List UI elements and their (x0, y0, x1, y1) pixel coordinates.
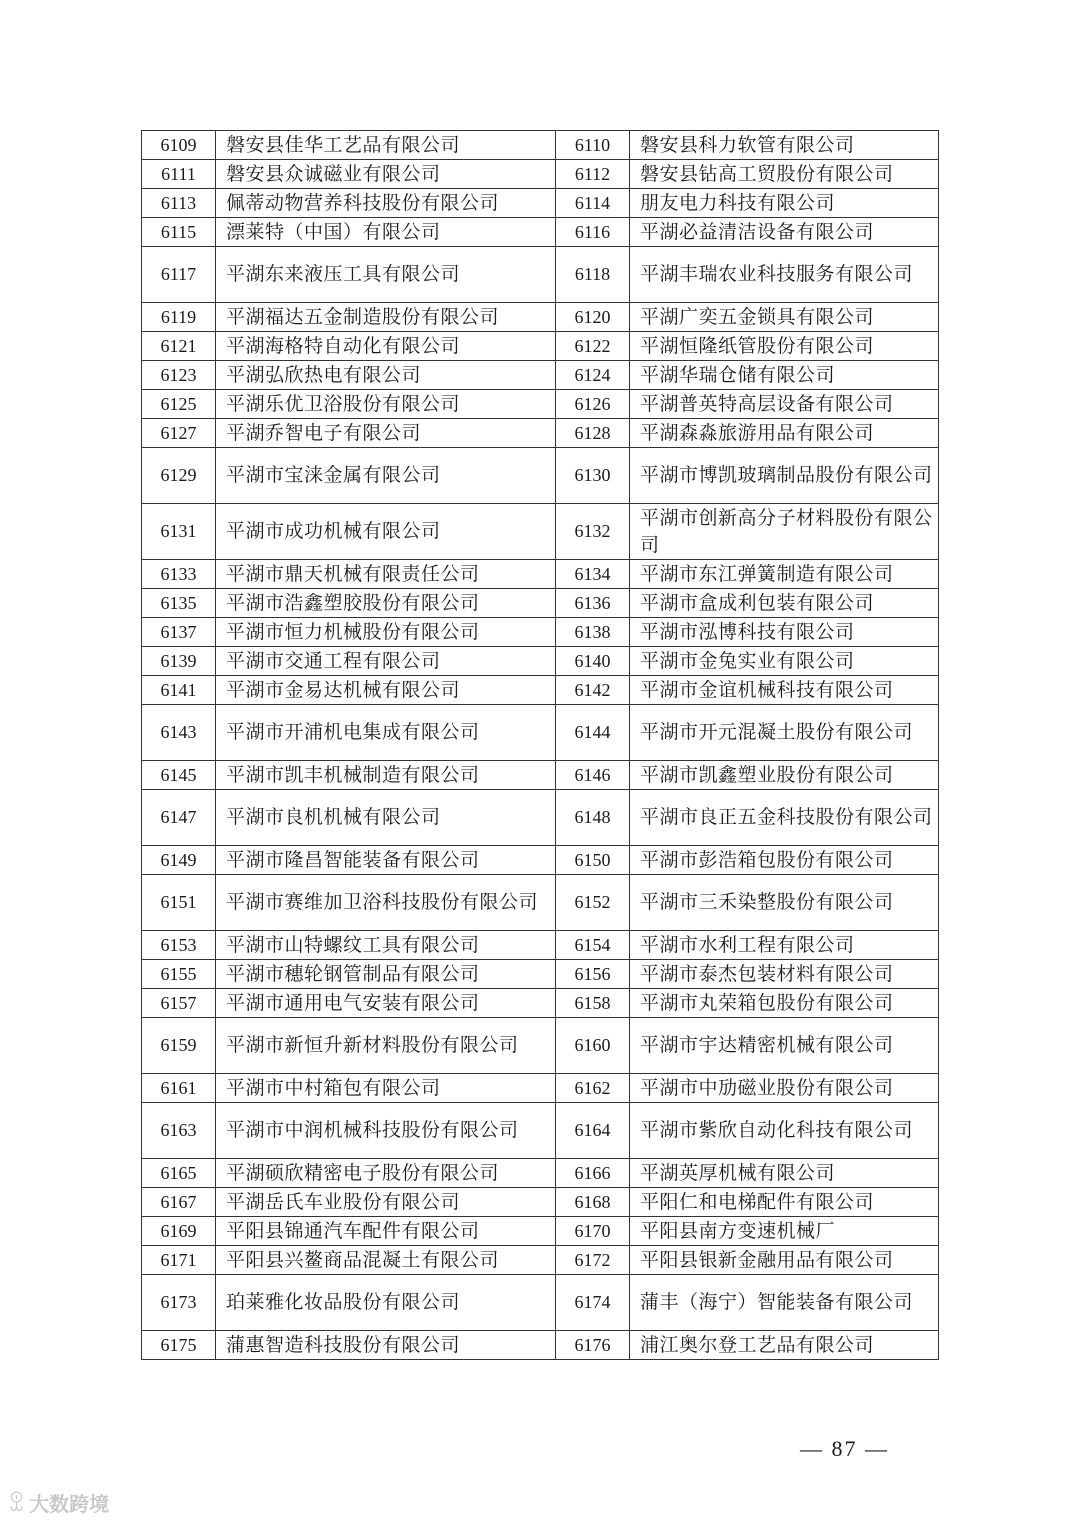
company-name: 平湖市开浦机电集成有限公司 (216, 705, 556, 761)
entry-number: 6176 (556, 1331, 630, 1360)
company-name: 平湖市赛维加卫浴科技股份有限公司 (216, 875, 556, 931)
company-name: 平阳仁和电梯配件有限公司 (630, 1188, 939, 1217)
entry-number: 6160 (556, 1018, 630, 1074)
entry-number: 6133 (142, 560, 216, 589)
company-name: 平湖市中村箱包有限公司 (216, 1074, 556, 1103)
table-row (142, 131, 939, 160)
company-name: 平阳县银新金融用品有限公司 (630, 1246, 939, 1275)
company-name: 磐安县科力软管有限公司 (630, 131, 939, 160)
entry-number: 6147 (142, 790, 216, 846)
entry-number: 6173 (142, 1275, 216, 1331)
company-name: 平湖市成功机械有限公司 (216, 504, 556, 560)
company-name: 浦江奥尔登工艺品有限公司 (630, 1331, 939, 1360)
watermark-text: 大数跨境 (29, 1492, 110, 1516)
table-row (142, 875, 939, 931)
company-name: 平湖森淼旅游用品有限公司 (630, 419, 939, 448)
company-name: 平湖市穗轮钢管制品有限公司 (216, 960, 556, 989)
table-row (142, 419, 939, 448)
table-row (142, 303, 939, 332)
entry-number: 6130 (556, 448, 630, 504)
entry-number: 6158 (556, 989, 630, 1018)
entry-number: 6171 (142, 1246, 216, 1275)
entry-number: 6153 (142, 931, 216, 960)
company-name: 佩蒂动物营养科技股份有限公司 (216, 189, 556, 218)
entry-number: 6149 (142, 846, 216, 875)
table-row (142, 1275, 939, 1331)
entry-number: 6115 (142, 218, 216, 247)
company-name: 蒲丰（海宁）智能装备有限公司 (630, 1275, 939, 1331)
entry-number: 6166 (556, 1159, 630, 1188)
company-name: 磐安县佳华工艺品有限公司 (216, 131, 556, 160)
company-name: 平湖市盒成利包装有限公司 (630, 589, 939, 618)
entry-number: 6134 (556, 560, 630, 589)
entry-number: 6135 (142, 589, 216, 618)
company-name: 平湖市宇达精密机械有限公司 (630, 1018, 939, 1074)
table-row (142, 1018, 939, 1074)
watermark-logo-icon: ꀾ (8, 1492, 26, 1517)
company-name: 平湖市中劢磁业股份有限公司 (630, 1074, 939, 1103)
table-row (142, 1188, 939, 1217)
company-name: 平湖市丸荣箱包股份有限公司 (630, 989, 939, 1018)
entry-number: 6127 (142, 419, 216, 448)
table-row (142, 504, 939, 560)
entry-number: 6125 (142, 390, 216, 419)
company-name: 漂莱特（中国）有限公司 (216, 218, 556, 247)
entry-number: 6174 (556, 1275, 630, 1331)
entry-number: 6165 (142, 1159, 216, 1188)
entry-number: 6162 (556, 1074, 630, 1103)
company-name: 平阳县兴鳌商品混凝土有限公司 (216, 1246, 556, 1275)
table-row (142, 1217, 939, 1246)
table-row (142, 390, 939, 419)
company-name: 平湖丰瑞农业科技服务有限公司 (630, 247, 939, 303)
company-name: 平阳县南方变速机械厂 (630, 1217, 939, 1246)
table-row (142, 1331, 939, 1360)
table-row (142, 761, 939, 790)
company-name: 平湖市泓博科技有限公司 (630, 618, 939, 647)
entry-number: 6121 (142, 332, 216, 361)
entry-number: 6118 (556, 247, 630, 303)
entry-number: 6163 (142, 1103, 216, 1159)
table-body (142, 131, 939, 1360)
company-name: 珀莱雅化妆品股份有限公司 (216, 1275, 556, 1331)
entry-number: 6138 (556, 618, 630, 647)
entry-number: 6116 (556, 218, 630, 247)
entry-number: 6154 (556, 931, 630, 960)
entry-number: 6123 (142, 361, 216, 390)
company-name: 平湖市创新高分子材料股份有限公司 (630, 504, 939, 560)
company-name: 平湖普英特高层设备有限公司 (630, 390, 939, 419)
company-name: 平湖市通用电气安装有限公司 (216, 989, 556, 1018)
table-row (142, 189, 939, 218)
watermark (8, 1488, 109, 1517)
company-name: 磐安县钻高工贸股份有限公司 (630, 160, 939, 189)
entry-number: 6152 (556, 875, 630, 931)
company-name: 平湖市凯鑫塑业股份有限公司 (630, 761, 939, 790)
company-name: 平湖恒隆纸管股份有限公司 (630, 332, 939, 361)
company-name: 平湖福达五金制造股份有限公司 (216, 303, 556, 332)
entry-number: 6172 (556, 1246, 630, 1275)
entry-number: 6141 (142, 676, 216, 705)
entry-number: 6144 (556, 705, 630, 761)
company-list-table (141, 130, 939, 1360)
table-row (142, 618, 939, 647)
table-row (142, 676, 939, 705)
entry-number: 6170 (556, 1217, 630, 1246)
table-row (142, 846, 939, 875)
company-name: 平湖市良机机械有限公司 (216, 790, 556, 846)
company-name: 平湖市彭浩箱包股份有限公司 (630, 846, 939, 875)
entry-number: 6120 (556, 303, 630, 332)
entry-number: 6156 (556, 960, 630, 989)
company-name: 平湖市水利工程有限公司 (630, 931, 939, 960)
entry-number: 6136 (556, 589, 630, 618)
company-name: 平湖乔智电子有限公司 (216, 419, 556, 448)
table-row (142, 560, 939, 589)
company-name: 平湖市良正五金科技股份有限公司 (630, 790, 939, 846)
entry-number: 6132 (556, 504, 630, 560)
entry-number: 6167 (142, 1188, 216, 1217)
entry-number: 6126 (556, 390, 630, 419)
entry-number: 6117 (142, 247, 216, 303)
entry-number: 6169 (142, 1217, 216, 1246)
company-name: 平湖市金易达机械有限公司 (216, 676, 556, 705)
table-row (142, 1159, 939, 1188)
company-name: 平湖岳氏车业股份有限公司 (216, 1188, 556, 1217)
entry-number: 6129 (142, 448, 216, 504)
table-row (142, 589, 939, 618)
company-name: 平湖市浩鑫塑胶股份有限公司 (216, 589, 556, 618)
company-name: 平湖必益清洁设备有限公司 (630, 218, 939, 247)
entry-number: 6122 (556, 332, 630, 361)
company-name: 平湖市宝涞金属有限公司 (216, 448, 556, 504)
company-name: 平湖市金兔实业有限公司 (630, 647, 939, 676)
company-name: 平湖市交通工程有限公司 (216, 647, 556, 676)
table-row (142, 160, 939, 189)
company-name: 平湖市泰杰包装材料有限公司 (630, 960, 939, 989)
company-name: 平湖广奕五金锁具有限公司 (630, 303, 939, 332)
company-name: 平湖市隆昌智能装备有限公司 (216, 846, 556, 875)
entry-number: 6112 (556, 160, 630, 189)
entry-number: 6146 (556, 761, 630, 790)
entry-number: 6140 (556, 647, 630, 676)
table-row (142, 705, 939, 761)
table-row (142, 218, 939, 247)
company-name: 蒲惠智造科技股份有限公司 (216, 1331, 556, 1360)
company-name: 平湖市凯丰机械制造有限公司 (216, 761, 556, 790)
table-row (142, 1074, 939, 1103)
page-number: — 87 — (800, 1436, 889, 1461)
entry-number: 6139 (142, 647, 216, 676)
company-name: 平湖英厚机械有限公司 (630, 1159, 939, 1188)
table-row (142, 1103, 939, 1159)
entry-number: 6142 (556, 676, 630, 705)
entry-number: 6109 (142, 131, 216, 160)
entry-number: 6159 (142, 1018, 216, 1074)
entry-number: 6175 (142, 1331, 216, 1360)
table-row (142, 1246, 939, 1275)
company-name: 平湖市山特螺纹工具有限公司 (216, 931, 556, 960)
entry-number: 6114 (556, 189, 630, 218)
entry-number: 6110 (556, 131, 630, 160)
company-name: 平湖华瑞仓储有限公司 (630, 361, 939, 390)
company-name: 磐安县众诚磁业有限公司 (216, 160, 556, 189)
entry-number: 6128 (556, 419, 630, 448)
company-name: 平湖市金谊机械科技有限公司 (630, 676, 939, 705)
entry-number: 6124 (556, 361, 630, 390)
company-name: 平湖市恒力机械股份有限公司 (216, 618, 556, 647)
entry-number: 6161 (142, 1074, 216, 1103)
company-name: 平湖硕欣精密电子股份有限公司 (216, 1159, 556, 1188)
entry-number: 6155 (142, 960, 216, 989)
company-name: 平湖乐优卫浴股份有限公司 (216, 390, 556, 419)
entry-number: 6148 (556, 790, 630, 846)
company-name: 平湖弘欣热电有限公司 (216, 361, 556, 390)
entry-number: 6145 (142, 761, 216, 790)
company-name: 平湖市东江弹簧制造有限公司 (630, 560, 939, 589)
company-name: 平湖东来液压工具有限公司 (216, 247, 556, 303)
table-row (142, 332, 939, 361)
entry-number: 6111 (142, 160, 216, 189)
table-row (142, 931, 939, 960)
table-row (142, 647, 939, 676)
company-name: 平湖市三禾染整股份有限公司 (630, 875, 939, 931)
entry-number: 6131 (142, 504, 216, 560)
table-row (142, 361, 939, 390)
entry-number: 6157 (142, 989, 216, 1018)
company-name: 平湖市紫欣自动化科技有限公司 (630, 1103, 939, 1159)
entry-number: 6143 (142, 705, 216, 761)
company-name: 平湖市鼎天机械有限责任公司 (216, 560, 556, 589)
table-row (142, 790, 939, 846)
entry-number: 6168 (556, 1188, 630, 1217)
table-row (142, 960, 939, 989)
entry-number: 6164 (556, 1103, 630, 1159)
company-name: 平湖海格特自动化有限公司 (216, 332, 556, 361)
entry-number: 6137 (142, 618, 216, 647)
table-row (142, 247, 939, 303)
entry-number: 6119 (142, 303, 216, 332)
entry-number: 6113 (142, 189, 216, 218)
company-name: 平湖市新恒升新材料股份有限公司 (216, 1018, 556, 1074)
company-name: 朋友电力科技有限公司 (630, 189, 939, 218)
table-row (142, 989, 939, 1018)
table-row (142, 448, 939, 504)
company-name: 平阳县锦通汽车配件有限公司 (216, 1217, 556, 1246)
company-name: 平湖市开元混凝土股份有限公司 (630, 705, 939, 761)
company-name: 平湖市中润机械科技股份有限公司 (216, 1103, 556, 1159)
entry-number: 6151 (142, 875, 216, 931)
company-name: 平湖市博凯玻璃制品股份有限公司 (630, 448, 939, 504)
entry-number: 6150 (556, 846, 630, 875)
